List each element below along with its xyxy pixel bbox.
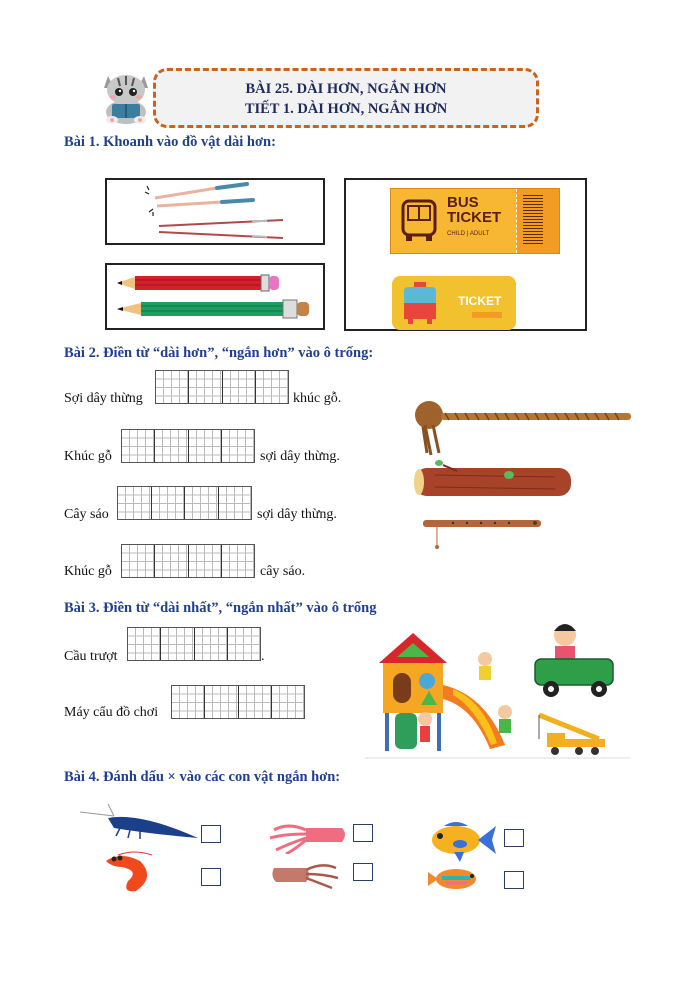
ex2-row3-answer-box[interactable]	[117, 486, 252, 520]
large-fish-checkbox[interactable]	[504, 829, 524, 847]
playground-illustration	[365, 615, 630, 760]
log-icon	[414, 460, 571, 496]
chopsticks-icon	[107, 180, 323, 243]
ex3-row1-after: .	[261, 649, 265, 664]
rope-icon	[415, 401, 631, 455]
barcode-icon	[523, 195, 543, 245]
exercise2-heading: Bài 2. Điền từ “dài hơn”, “ngắn hơn” vào ô trống:	[64, 345, 374, 361]
ex2-row3-after: sợi dây thừng.	[257, 507, 337, 522]
long-shrimp-checkbox[interactable]	[201, 825, 221, 843]
ex2-row3-before: Cây sáo	[64, 507, 109, 522]
toy-car-icon	[535, 624, 613, 697]
long-shrimp-icon	[80, 804, 198, 844]
brown-squid-checkbox[interactable]	[353, 863, 373, 881]
child-label: CHILD	[447, 231, 466, 237]
mascot-cat	[98, 66, 154, 126]
exercise4-heading: Bài 4. Đánh dấu × vào các con vật ngắn hơn:	[64, 769, 341, 785]
chopsticks-frame[interactable]	[105, 178, 325, 245]
pencils-frame[interactable]	[105, 263, 325, 330]
ex2-row1-before: Sợi dây thừng	[64, 391, 143, 406]
ex2-row4-after: cây sáo.	[260, 564, 306, 579]
ticket	[392, 276, 516, 330]
rope-log-flute-illustration	[405, 395, 635, 555]
pink-squid-icon	[268, 822, 348, 854]
ticket-stripe	[472, 312, 502, 318]
bus-icon	[399, 199, 439, 243]
small-fish-checkbox[interactable]	[504, 871, 524, 889]
slide-icon	[443, 685, 505, 749]
lesson-title-box	[153, 68, 539, 128]
pink-squid-checkbox[interactable]	[353, 824, 373, 842]
ex3-row2-before: Máy cẩu đồ chơi	[64, 705, 159, 720]
lesson-title: BÀI 25. DÀI HƠN, NGẮN HƠN	[245, 81, 447, 97]
ticket-stub	[516, 189, 559, 253]
ex2-row2-before: Khúc gỗ	[64, 449, 112, 464]
tickets-frame[interactable]	[344, 178, 587, 331]
ex3-row2-answer-box[interactable]	[171, 685, 305, 719]
lesson-subtitle: TIẾT 1. DÀI HƠN, NGẮN HƠN	[244, 101, 448, 117]
bus-ticket-label: BUS	[447, 194, 479, 211]
ex2-row2-after: sợi dây thừng.	[260, 449, 340, 464]
toy-crane-icon	[539, 715, 605, 755]
adult-label: ADULT	[469, 231, 490, 237]
pencils-icon	[107, 265, 323, 328]
ex2-row4-before: Khúc gỗ	[64, 564, 112, 579]
exercise3-heading: Bài 3. Điền từ “dài nhất”, “ngắn nhất” vào ô trống	[64, 600, 377, 616]
large-fish-icon	[430, 818, 498, 864]
bus-ticket-label-2: TICKET	[447, 209, 502, 226]
small-fish-icon	[428, 866, 482, 892]
playhouse-icon	[379, 633, 447, 751]
ex3-row1-before: Cầu trượt	[64, 649, 118, 664]
ex2-row1-after: khúc gỗ.	[293, 391, 342, 406]
cat-icon	[98, 66, 154, 126]
short-shrimp-checkbox[interactable]	[201, 868, 221, 886]
ticket-label: TICKET	[458, 294, 502, 308]
ex2-row2-answer-box[interactable]	[121, 429, 255, 463]
exercise1-heading: Bài 1. Khoanh vào đồ vật dài hơn:	[64, 134, 276, 150]
bus-front-icon	[402, 282, 438, 326]
ex2-row1-answer-box[interactable]	[155, 370, 289, 404]
ex3-row1-answer-box[interactable]	[127, 627, 261, 661]
flute-icon	[423, 520, 541, 549]
short-shrimp-icon	[100, 851, 155, 893]
brown-squid-icon	[270, 860, 340, 890]
ex2-row4-answer-box[interactable]	[121, 544, 255, 578]
bus-ticket: BUS TICKET CHILD | ADULT	[390, 188, 560, 254]
